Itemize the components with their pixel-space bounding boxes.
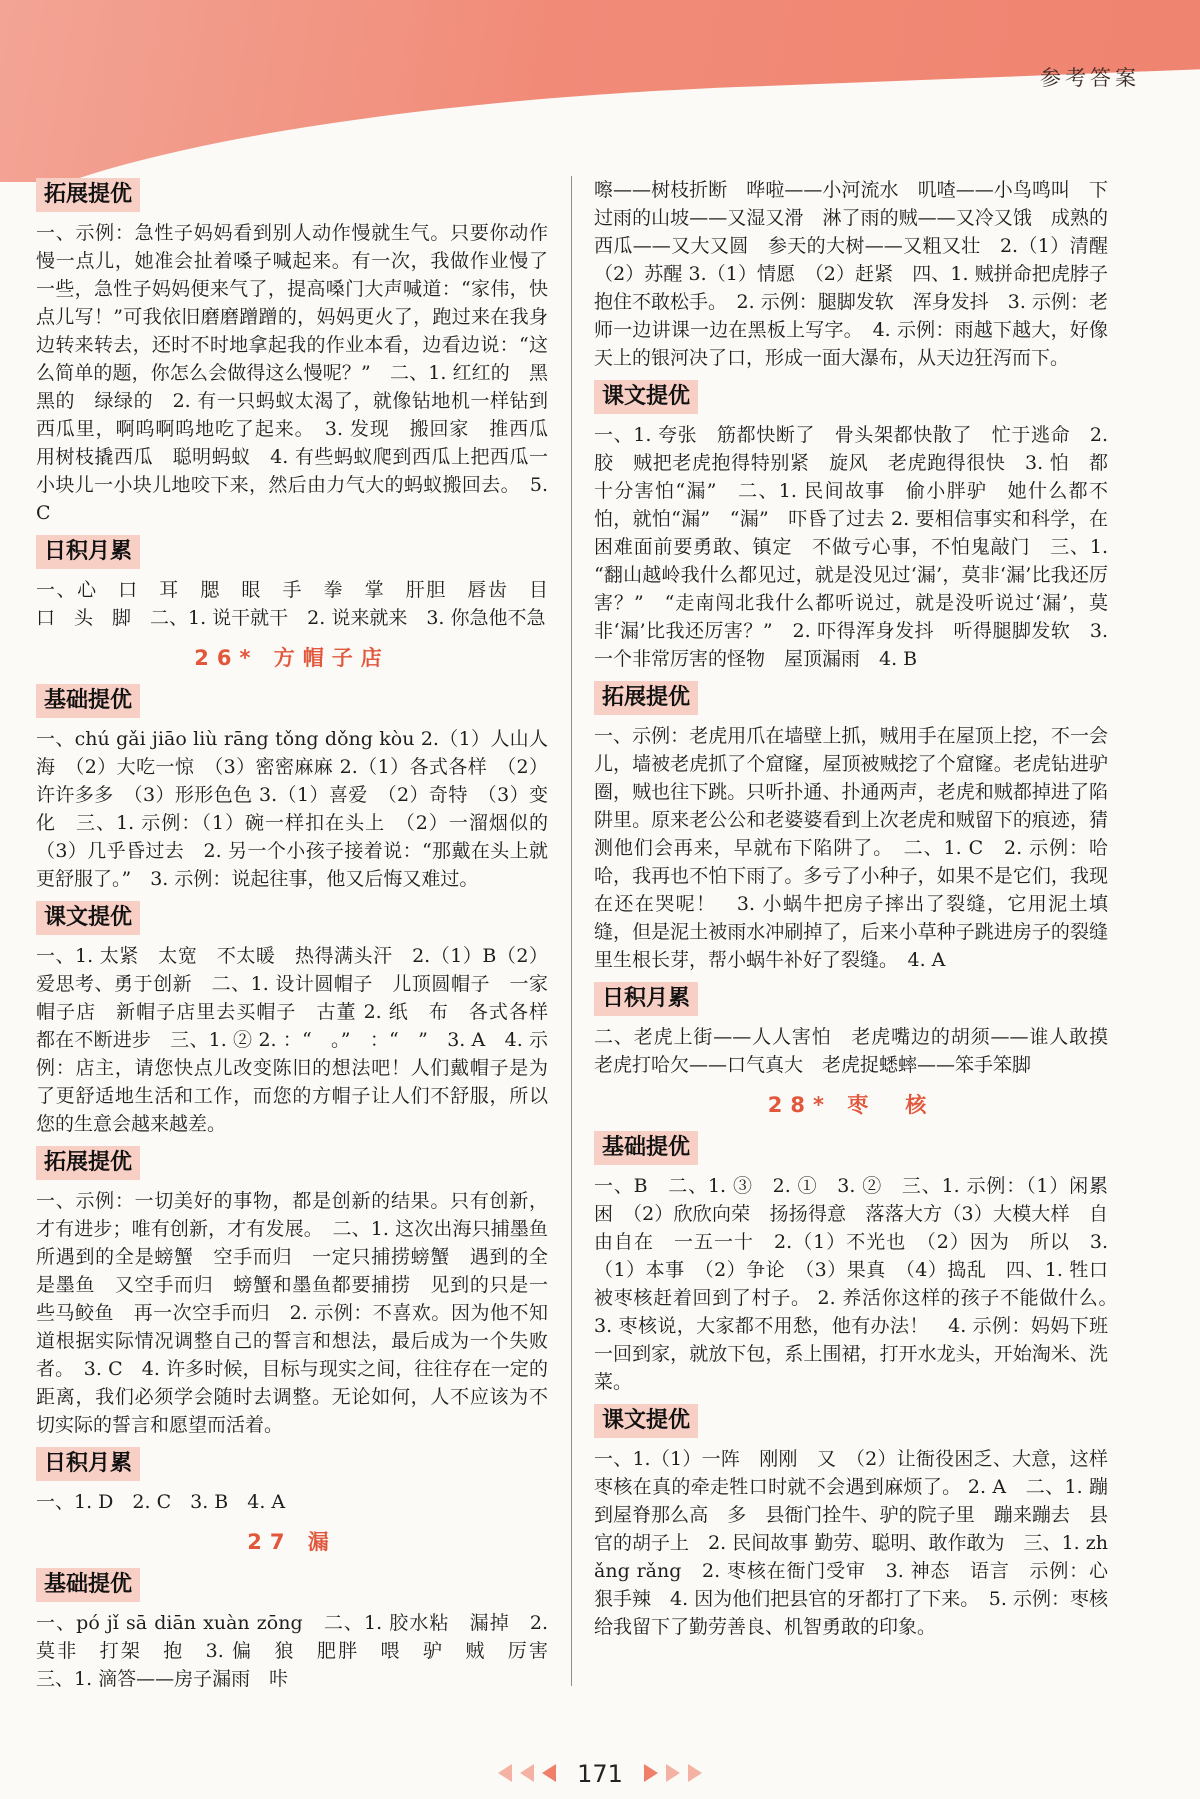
section-tag: 课文提优 [36,901,140,935]
answer-paragraph: 二、老虎上街——人人害怕 老虎嘴边的胡须——谁人敢摸 老虎打哈欠——口气真大 老虎捉蟋蟀——笨手笨脚 [594,1026,1128,1076]
section-tag: 基础提优 [36,684,140,718]
answer-paragraph: 一、示例：一切美好的事物，都是创新的结果。只有创新，才有进步；唯有创新，才有发展。 二、1. 这次出海只捕墨鱼 所遇到的全是螃蟹 空手而归 一定只捕捞螃蟹 遇到的全是墨鱼 又空手而归 螃蟹和墨鱼都要捕捞 见到的只是一些马鲛鱼 再一次空手而归 2. 示例：不喜欢。因为他不知道根据实际情况调整自己的誓言和想法，最后成为一个失败者。 3. C 4. 许多时候，目标与现实之间，往往存在一定的距离，我们必须学会随时去调整。无论如何，人不应该为不切实际的誓言和愿望而活着。 [36,1190,568,1436]
section-tag: 拓展提优 [594,681,698,715]
answer-paragraph: 一、1. 太紧 太宽 不太暖 热得满头汗 2.（1）B（2）爱思考、勇于创新 二、1. 设计圆帽子 儿顶圆帽子 一家帽子店 新帽子店里去买帽子 古董 2. 纸 布 各式各样 都在不断进步 三、1. ② 2. ：“ 。” ：“ ” 3. A 4. 示例：店主，请您快点儿改变陈旧的想法吧！人们戴帽子是为了更舒适地生活和工作，而您的方帽子让人们不舒服，所以您的生意会越来越差。 [36,945,568,1135]
section-tag: 课文提优 [594,380,698,414]
left-column [36,176,568,1699]
answer-paragraph: 一、B 二、1. ③ 2. ① 3. ② 三、1. 示例：（1）闲累 困 （2）欣欣向荣 扬扬得意 落落大方（3）大模大样 自由自在 一五一十 2.（1）不光也 （2）因为 所以 3.（1）本事 （2）争论 （3）果真 （4）捣乱 四、1. 牲口被枣核赶着回到了村子。 2. 养活你这样的孩子不能做什么。 3. 枣核说，大家都不用愁，他有办法！ 4. 示例：妈妈下班一回到家，就放下包，系上围裙，打开水龙头，开始淘米、洗菜。 [594,1175,1128,1393]
answer-paragraph: 一、1. D 2. C 3. B 4. A [36,1491,286,1513]
page-footer [0,1760,1200,1788]
next-page-arrows-icon[interactable] [644,1764,702,1782]
section-tag: 拓展提优 [36,178,140,212]
section-tag-row [594,1402,1108,1439]
section-tag-row [36,533,548,570]
lesson-title: 28* 枣 核 [767,1093,935,1117]
answer-paragraph: 一、1.（1）一阵 刚刚 又 （2）让衙役困乏、大意，这样枣核在真的牵走牲口时就不会遇到麻烦了。 2. A 二、1. 蹦到屋脊那么高 多 县衙门拴牛、驴的院子里 蹦来蹦去 县官的胡子上 2. 民间故事 勤劳、聪明、敢作敢为 三、1. zhǎng rǎng 2. 枣核在衙门受审 3. 神态 语言 示例：心狠手辣 4. 因为他们把县官的牙都打了下来。 5. 示例：枣核给我留下了勤劳善良、机智勇敢的印象。 [594,1448,1108,1638]
page-number: 171 [577,1760,623,1788]
section-tag-row [594,1129,1108,1166]
column-divider [571,176,572,1686]
section-tag: 课文提优 [594,1404,698,1438]
section-tag-row [36,176,548,213]
section-tag-row [594,378,1108,415]
section-tag-row [594,980,1108,1017]
answer-paragraph: 一、pó jǐ sā diān xuàn zōng 二、1. 胶水粘 漏掉 2. 莫非 打架 抱 3. 偏 狼 肥胖 喂 驴 贼 厉害 三、1. 滴答——房子漏雨 咔 [36,1612,568,1690]
prev-page-arrows-icon[interactable] [498,1764,556,1782]
section-tag: 日积月累 [594,982,698,1016]
answer-paragraph: 一、1. 夸张 筋都快断了 骨头架都快散了 忙于逃命 2. 胶 贼把老虎抱得特别紧 旋风 老虎跑得很快 3. 怕 都十分害怕“漏” 二、1. 民间故事 偷小胖驴 她什么都不怕，就怕“漏” “漏” 吓昏了过去 2. 要相信事实和科学，在困难面前要勇敢、镇定 不做亏心事，不怕鬼敲门 三、1. “翻山越岭我什么都见过，就是没见过‘漏’，莫非‘漏’比我还厉害？” “走南闯北我什么都听说过，就是没听说过‘漏’，莫非‘漏’比我还厉害？” 2. 吓得浑身发抖 听得腿脚发软 3. 一个非常厉害的怪物 屋顶漏雨 4. B [594,424,1108,670]
section-tag-row [36,682,548,719]
lesson-title: 27 漏 [247,1530,337,1554]
answer-paragraph: 一、chú gǎi jiāo liù rāng tǒng dǒng kòu 2.（1）人山人海 （2）大吃一惊 （3）密密麻麻 2.（1）各式各样 （2）许许多多 （3）形形色色 3.（1）喜爱 （2）奇特 （3）变化 三、1. 示例：（1）碗一样扣在头上 （2）一溜烟似的 （3）几乎昏过去 2. 另一个小孩子接着说：“那戴在头上就更舒服了。” 3. 示例：说起往事，他又后悔又难过。 [36,728,568,890]
answer-paragraph: 嚓——树枝折断 哗啦——小河流水 叽喳——小鸟鸣叫 下过雨的山坡——又湿又滑 淋了雨的贼——又冷又饿 成熟的西瓜——又大又圆 参天的大树——又粗又壮 2.（1）清醒 （2）苏醒 3.（1）情愿 （2）赶紧 四、1. 贼拼命把虎脖子抱住不敢松手。 2. 示例：腿脚发软 浑身发抖 3. 示例：老师一边讲课一边在黑板上写字。 4. 示例：雨越下越大，好像天上的银河决了口，形成一面大瀑布，从天边狂泻而下。 [594,179,1128,369]
section-tag: 基础提优 [36,1568,140,1602]
section-tag: 日积月累 [36,1447,140,1481]
section-tag-row [36,899,548,936]
section-tag: 日积月累 [36,535,140,569]
right-column [594,176,1128,1647]
answer-paragraph: 一、示例：急性子妈妈看到别人动作慢就生气。只要你动作慢一点儿，她准会扯着嗓子喊起来。有一次，我做作业慢了一些，急性子妈妈便来气了，提高嗓门大声喊道：“家伟，快点儿写！”可我依旧磨磨蹭蹭的，妈妈更火了，跑过来在我身边转来转去，还时不时地拿起我的作业本看，边看边说：“这么简单的题，你怎么会做得这么慢呢？” 二、1. 红红的 黑黑的 绿绿的 2. 有一只蚂蚁太渴了，就像钻地机一样钻到西瓜里，啊呜啊呜地吃了起来。 3. 发现 搬回家 推西瓜 用树枝撬西瓜 聪明蚂蚁 4. 有些蚂蚁爬到西瓜上把西瓜一小块儿一小块儿地咬下来，然后由力气大的蚂蚁搬回去。 5. C [36,222,568,524]
section-tag-row [36,1144,548,1181]
answer-paragraph: 一、示例：老虎用爪在墙壁上抓，贼用手在屋顶上挖，不一会儿，墙被老虎抓了个窟窿，屋顶被贼挖了个窟窿。老虎钻进驴圈，贼也往下跳。只听扑通、扑通两声，老虎和贼都掉进了陷阱里。原来老公公和老婆婆看到上次老虎和贼留下的痕迹，猜测他们会再来，早就布下陷阱了。 二、1. C 2. 示例：哈哈，我再也不怕下雨了。多亏了小种子，如果不是它们，我现在还在哭呢！ 3. 小蜗牛把房子摔出了裂缝，它用泥土填缝，但是泥土被雨水冲刷掉了，后来小草种子跳进房子的裂缝里生根长芽，帮小蜗牛补好了裂缝。 4. A [594,725,1108,971]
section-tag-row [594,679,1108,716]
section-tag-row [36,1445,548,1482]
section-tag: 拓展提优 [36,1146,140,1180]
lesson-title: 26* 方帽子店 [194,646,390,670]
section-tag-row [36,1566,548,1603]
section-tag: 基础提优 [594,1131,698,1165]
page-header-title: 参考答案 [1040,66,1140,90]
answer-paragraph: 一、心 口 耳 腮 眼 手 拳 掌 肝胆 唇齿 目 口 头 脚 二、1. 说干就干 2. 说来就来 3. 你急他不急 [36,579,568,629]
